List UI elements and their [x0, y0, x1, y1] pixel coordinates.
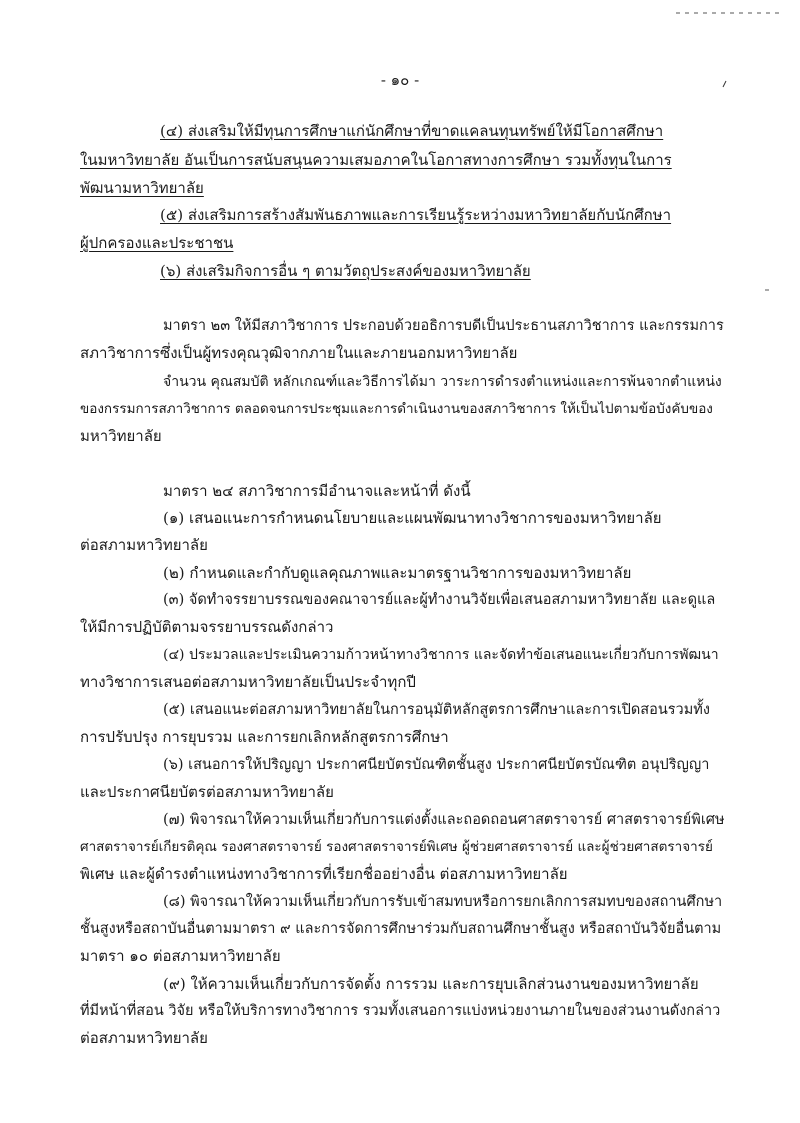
section-24-item-3-line-1: (๓) จัดทำจรรยาบรรณของคณาจารย์และผู้ทำงานวิจัยเพื่อเสนอสภามหาวิทยาลัย และดูแล: [163, 592, 716, 608]
section-24-item-8-line-3: มาตรา ๑๐ ต่อสภามหาวิทยาลัย: [80, 947, 281, 965]
section-24-item-8-line-1: (๘) พิจารณาให้ความเห็นเกี่ยวกับการรับเข้าสมทบหรือการยกเลิกการสมทบของสถานศึกษา: [163, 894, 723, 910]
scan-dash-mark: [676, 8, 786, 18]
section-24-item-4-line-2: ทางวิชาการเสนอต่อสภามหาวิทยาลัยเป็นประจำทุกปี: [80, 673, 416, 691]
objective-5-line-1: (๕) ส่งเสริมการสร้างสัมพันธภาพและการเรียนรู้ระหว่างมหาวิทยาลัยกับนักศึกษา: [160, 206, 672, 224]
section-24-item-7-line-2: ศาสตราจารย์เกียรติคุณ รองศาสตราจารย์ รองศาสตราจารย์พิเศษ ผู้ช่วยศาสตราจารย์ และผู้ช่วยศาสตราจารย์: [80, 839, 713, 855]
section-23-p1-line-1: มาตรา ๒๓ ให้มีสภาวิชาการ ประกอบด้วยอธิการบดีเป็นประธานสภาวิชาการ และกรรมการ: [163, 318, 724, 334]
section-24-item-1-line-2: ต่อสภามหาวิทยาลัย: [80, 536, 208, 554]
scan-speck: [764, 287, 770, 293]
section-24-item-8-line-2: ชั้นสูงหรือสถาบันอื่นตามมาตรา ๙ และการจัดการศึกษาร่วมกับสถานศึกษาชั้นสูง หรือสถาบันวิจัยอื่นตาม: [80, 921, 722, 937]
section-24-item-5-line-1: (๕) เสนอแนะต่อสภามหาวิทยาลัยในการอนุมัติหลักสูตรการศึกษาและการเปิดสอนรวมทั้ง: [163, 702, 710, 718]
section-24-item-7-line-1: (๗) พิจารณาให้ความเห็นเกี่ยวกับการแต่งตั้งและถอดถอนศาสตราจารย์ ศาสตราจารย์พิเศษ: [163, 812, 725, 828]
objective-4-line-2: ในมหาวิทยาลัย อันเป็นการสนับสนุนความเสมอภาคในโอกาสทางการศึกษา รวมทั้งทุนในการ: [80, 151, 672, 169]
section-24-heading: มาตรา ๒๔ สภาวิชาการมีอำนาจและหน้าที่ ดังนี้: [163, 482, 471, 500]
section-23-p2-line-3: มหาวิทยาลัย: [80, 427, 162, 445]
section-24-item-6-line-2: และประกาศนียบัตรต่อสภามหาวิทยาลัย: [80, 783, 334, 801]
section-24-item-2-line-1: (๒) กำหนดและกำกับดูแลคุณภาพและมาตรฐานวิชาการของมหาวิทยาลัย: [163, 564, 632, 582]
section-24-item-5-line-2: การปรับปรุง การยุบรวม และการยกเลิกหลักสูตรการศึกษา: [80, 728, 449, 746]
section-23-p2-line-1: จำนวน คุณสมบัติ หลักเกณฑ์และวิธีการได้มา วาระการดำรงตำแหน่งและการพ้นจากตำแหน่ง: [163, 374, 722, 390]
objective-4-line-1: (๔) ส่งเสริมให้มีทุนการศึกษาแก่นักศึกษาที่ขาดแคลนทุนทรัพย์ให้มีโอกาสศึกษา: [160, 122, 664, 140]
section-24-item-1-line-1: (๑) เสนอแนะการกำหนดนโยบายและแผนพัฒนาทางวิชาการของมหาวิทยาลัย: [163, 509, 662, 527]
section-24-item-9-line-1: (๙) ให้ความเห็นเกี่ยวกับการจัดตั้ง การรวม และการยุบเลิกส่วนงานของมหาวิทยาลัย: [163, 975, 699, 993]
section-24-item-3-line-2: ให้มีการปฏิบัติตามจรรยาบรรณดังกล่าว: [80, 618, 334, 636]
objective-4-line-3: พัฒนามหาวิทยาลัย: [80, 179, 204, 197]
section-24-item-4-line-1: (๔) ประมวลและประเมินความก้าวหน้าทางวิชาการ และจัดทำข้อเสนอแนะเกี่ยวกับการพัฒนา: [163, 647, 719, 663]
section-23-p1-line-2: สภาวิชาการซึ่งเป็นผู้ทรงคุณวุฒิจากภายในและภายนอกมหาวิทยาลัย: [80, 344, 518, 362]
section-23-p2-line-2: ของกรรมการสภาวิชาการ ตลอดจนการประชุมและการดำเนินงานของสภาวิชาการ ให้เป็นไปตามข้อบังคับของ: [80, 401, 713, 417]
section-24-item-9-line-3: ต่อสภามหาวิทยาลัย: [80, 1029, 208, 1047]
objective-6-line-1: (๖) ส่งเสริมกิจการอื่น ๆ ตามวัตถุประสงค์ของมหาวิทยาลัย: [160, 262, 531, 280]
section-24-item-6-line-1: (๖) เสนอการให้ปริญญา ประกาศนียบัตรบัณฑิตชั้นสูง ประกาศนียบัตรบัณฑิต อนุปริญญา: [163, 757, 710, 773]
section-24-item-7-line-3: พิเศษ และผู้ดำรงตำแหน่งทางวิชาการที่เรียกชื่ออย่างอื่น ต่อสภามหาวิทยาลัย: [80, 865, 568, 883]
objective-5-line-2: ผู้ปกครองและประชาชน: [80, 234, 234, 252]
page-number: - ๑๐ -: [380, 71, 420, 89]
section-24-item-9-line-2: ที่มีหน้าที่สอน วิจัย หรือให้บริการทางวิชาการ รวมทั้งเสนอการแบ่งหน่วยงานภายในของส่วนงานดังกล่าว: [80, 1003, 721, 1019]
